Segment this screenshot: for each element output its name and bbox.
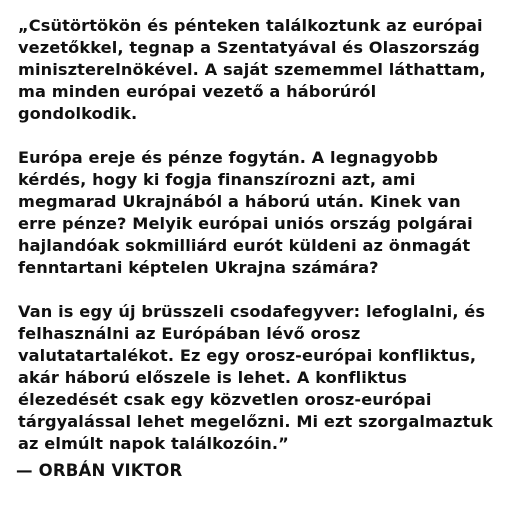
quote-attribution: — ORBÁN VIKTOR: [16, 461, 183, 480]
quote-paragraph-3: Van is egy új brüsszeli csodafegyver: lefoglalni, és felhasználni az Európában lévő orosz valutatartalékot. Ez egy orosz-európai konfliktus, akár háború előszele is lehet. A konfliktus élezedését csak egy közvetlen orosz-európai tárgyalással lehet megelőzni. Mi ezt szorgalmaztuk az elmúlt napok találkozóin.”: [18, 302, 493, 453]
quote-text: [18, 15, 518, 455]
quote-paragraph-2: Európa ereje és pénze fogytán. A legnagyobb kérdés, hogy ki fogja finanszírozni azt, ami megmarad Ukrajnából a háború után. Kinek van erre pénze? Melyik európai uniós ország polgárai hajlandóak sokmilliárd eurót küldeni az önmagát fenntartani képtelen Ukrajna számára?: [18, 148, 473, 277]
quote-paragraph-1: „Csütörtökön és pénteken találkoztunk az európai vezetőkkel, tegnap a Szentatyával és Olaszország miniszterelnökével. A saját szememmel láthattam, ma minden európai vezető a háborúról gondolkodik.: [18, 16, 486, 123]
